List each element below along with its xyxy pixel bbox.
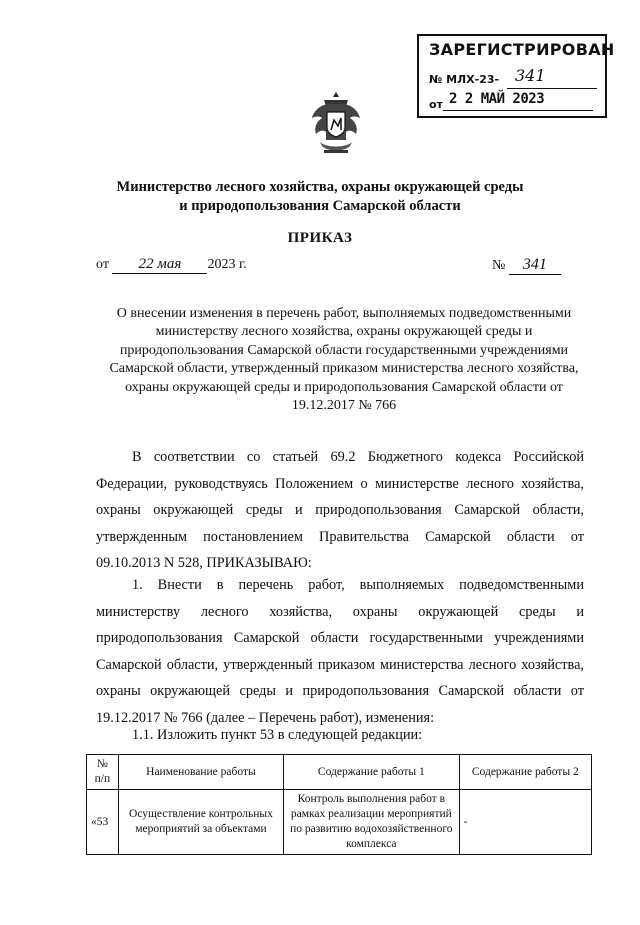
order-subject: О внесении изменения в перечень работ, выполняемых подведомственными министерству лесного хозяйства, охраны окружающей среды и природопользования Самарской области государственными учреждениями Самарской области, утвержденный приказом министерства лесного хозяйства, охраны окружающей среды и природопользования Самарской области от 19.12.2017 № 766: [109, 306, 579, 414]
coat-of-arms-icon: [306, 88, 366, 158]
order-date: [96, 256, 247, 274]
order-date-prefix: от: [96, 257, 109, 272]
stamp-number-handwritten: 341: [515, 66, 546, 85]
table-cell: -: [459, 790, 591, 855]
order-number-handwritten: 341: [509, 256, 561, 275]
stamp-title: ЗАРЕГИСТРИРОВАН: [429, 40, 615, 59]
works-table: [86, 754, 592, 855]
order-date-handwritten: 22 мая: [112, 256, 207, 274]
table-header-cell: Наименование работы: [118, 755, 283, 790]
order-title: ПРИКАЗ: [287, 230, 353, 246]
stamp-date: 2 2 МАЙ 2023: [449, 91, 545, 107]
table-cell: Осуществление контрольных мероприятий за объектами: [118, 790, 283, 855]
order-number: [492, 256, 561, 275]
order-number-prefix: №: [492, 258, 506, 273]
stamp-date-prefix: от: [429, 98, 443, 111]
ministry-line-1: Министерство лесного хозяйства, охраны окружающей среды: [116, 179, 524, 195]
stamp-date-line: [443, 110, 593, 111]
body-paragraph-1: В соответствии со статьей 69.2 Бюджетного кодекса Российской Федерации, руководствуясь Положением о министерстве лесного хозяйства, охраны окружающей среды и природопользования Самарской области, утвержденным постановлением Правительства Самарской области от 09.10.2013 N 528, ПРИКАЗЫВАЮ:: [96, 449, 584, 572]
table-cell: Контроль выполнения работ в рамках реализации мероприятий по развитию водохозяйственного комплекса: [284, 790, 460, 855]
ministry-line-2: и природопользования Самарской области: [179, 198, 461, 214]
table-row: [87, 790, 592, 855]
registration-stamp: [417, 34, 615, 118]
table-cell: «53: [87, 790, 119, 855]
order-date-suffix: 2023 г.: [207, 257, 247, 272]
table-header-row: [87, 755, 592, 790]
ministry-name: [60, 178, 580, 216]
table-header-cell: Содержание работы 1: [284, 755, 460, 790]
table-header-cell: № п/п: [87, 755, 119, 790]
body-paragraph-2: 1. Внести в перечень работ, выполняемых подведомственными министерству лесного хозяйства, охраны окружающей среды и природопользования Самарской области государственными учреждениями Самарской области, утвержденный приказом министерства лесного хозяйства, охраны окружающей среды и природопользования Самарской области от 19.12.2017 № 766 (далее – Перечень работ), изменения:: [96, 577, 584, 726]
stamp-number-prefix: № МЛХ-23-: [429, 73, 500, 86]
stamp-number-line: [507, 88, 597, 89]
body-paragraph-3: 1.1. Изложить пункт 53 в следующей редакции:: [132, 727, 423, 743]
table-header-cell: Содержание работы 2: [459, 755, 591, 790]
